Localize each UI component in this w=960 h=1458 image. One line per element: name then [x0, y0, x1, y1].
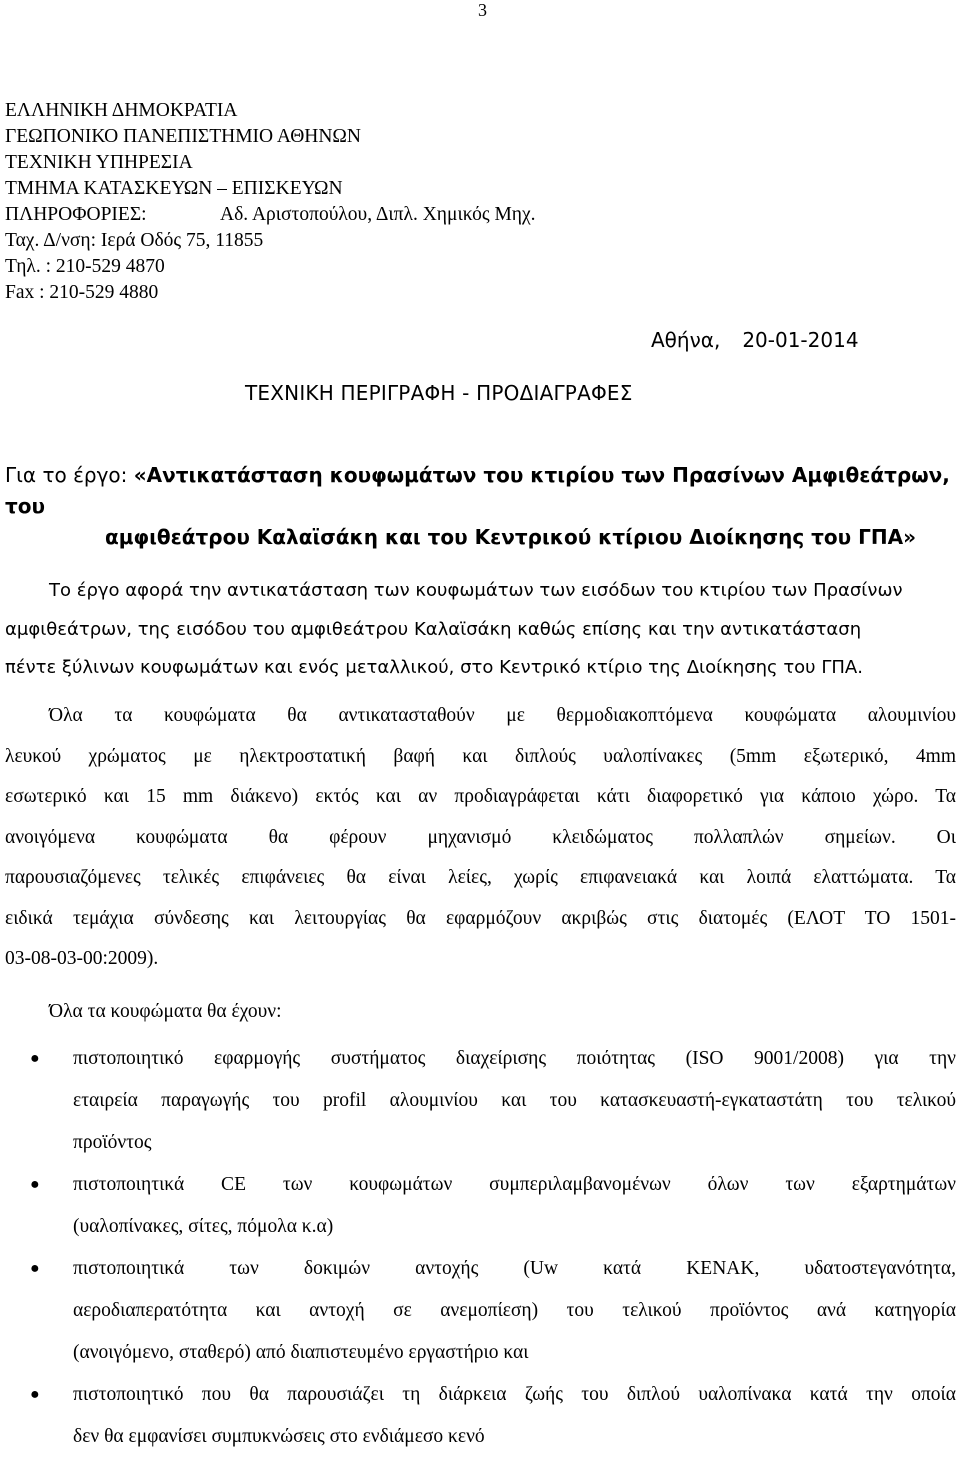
list-item-line: πιστοποιητικό εφαρμογής συστήματος διαχείρισης ποιότητας (ISO 9001/2008) για την: [73, 1048, 956, 1069]
list-item-line: εταιρεία παραγωγής του profil αλουμινίου και του κατασκευαστή-εγκαταστάτη του τελικού: [73, 1090, 956, 1111]
paragraph-line: εσωτερικό και 15 mm διάκενο) εκτός και αν προδιαγράφεται κάτι διαφορετικό για κάποιο χώρο. Τα: [5, 786, 956, 807]
paragraph-line: πέντε ξύλινων κουφωμάτων και ενός μεταλλικού, στο Κεντρικό κτίριο της Διοίκησης του ΓΠΑ.: [5, 657, 863, 678]
list-item: [5, 1038, 956, 1164]
paragraph-line: ειδικά τεμάχια σύνδεσης και λειτουργίας θα εφαρμόζουν ακριβώς στις διατομές (ΕΛΟΤ ΤΟ 1501-: [5, 907, 956, 929]
bullet-icon: ●: [30, 1386, 40, 1403]
letterhead: [5, 98, 765, 306]
list-item-line: προϊόντος: [73, 1132, 152, 1153]
list-item-line: πιστοποιητικό που θα παρουσιάζει τη διάρκεια ζωής του διπλού υαλοπίνακα κατά την οποία: [73, 1384, 956, 1405]
project-heading: [5, 460, 955, 553]
list-item-line: δεν θα εμφανίσει συμπυκνώσεις στο ενδιάμεσο κενό: [73, 1426, 485, 1447]
paragraph-line: αμφιθεάτρων, της εισόδου του αμφιθεάτρου Καλαϊσάκη καθώς επίσης και την αντικατάσταση: [5, 618, 862, 640]
list-item: [5, 1374, 956, 1458]
letterhead-fax: Fax : 210-529 4880: [5, 282, 159, 303]
bullet-icon: ●: [30, 1050, 40, 1067]
document-title: ΤΕΧΝΙΚΗ ΠΕΡΙΓΡΑΦΗ - ΠΡΟΔΙΑΓΡΑΦΕΣ: [245, 381, 633, 405]
bullet-icon: ●: [30, 1176, 40, 1193]
list-intro: Όλα τα κουφώματα θα έχουν:: [49, 1001, 282, 1022]
letterhead-service: ΤΕΧΝΙΚΗ ΥΠΗΡΕΣΙΑ: [5, 152, 193, 173]
letterhead-phone: Τηλ. : 210-529 4870: [5, 256, 165, 277]
letterhead-address: Ταχ. Δ/νση: Ιερά Οδός 75, 11855: [5, 230, 264, 251]
letterhead-department: ΤΜΗΜΑ ΚΑΤΑΣΚΕΥΩΝ – ΕΠΙΣΚΕΥΩΝ: [5, 178, 343, 199]
letterhead-university: ΓΕΩΠΟΝΙΚΟ ΠΑΝΕΠΙΣΤΗΜΙΟ ΑΘΗΝΩΝ: [5, 126, 362, 147]
requirements-list: [5, 1038, 956, 1458]
info-value: Αδ. Αριστοπούλου, Διπλ. Χημικός Μηχ.: [220, 204, 536, 225]
letterhead-info: [5, 202, 765, 228]
info-label: ΠΛΗΡΟΦΟΡΙΕΣ:: [5, 204, 147, 225]
list-item-line: πιστοποιητικά CE των κουφωμάτων συμπεριλαμβανομένων όλων των εξαρτημάτων: [73, 1174, 956, 1195]
paragraph-line: 03-08-03-00:2009).: [5, 948, 159, 969]
paragraph-line: ανοιγόμενα κουφώματα θα φέρουν μηχανισμό κλειδώματος πολλαπλών σημείων. Οι: [5, 826, 956, 848]
list-item: [5, 1248, 956, 1374]
bullet-icon: ●: [30, 1260, 40, 1277]
paragraph-line: λευκού χρώματος με ηλεκτροστατική βαφή και διπλούς υαλοπίνακες (5mm εξωτερικό, 4mm: [5, 745, 956, 767]
list-item-line: αεροδιαπερατότητα και αντοχή σε ανεμοπίεση) του τελικού προϊόντος ανά κατηγορία: [73, 1300, 956, 1321]
paragraph-line: Όλα τα κουφώματα θα αντικατασταθούν με θερμοδιακοπτόμενα κουφώματα αλουμινίου: [49, 705, 956, 726]
page-number: 3: [478, 0, 487, 20]
list-item-line: πιστοποιητικά των δοκιμών αντοχής (Uw κατά ΚΕΝΑΚ, υδατοστεγανότητα,: [73, 1258, 956, 1279]
list-item-line: (υαλοπίνακες, σίτες, πόμολα κ.α): [73, 1216, 334, 1237]
letterhead-country: ΕΛΛΗΝΙΚΗ ΔΗΜΟΚΡΑΤΙΑ: [5, 100, 238, 121]
project-name-line2: αμφιθεάτρου Καλαϊσάκη και του Κεντρικού κτίριου Διοίκησης του ΓΠΑ»: [105, 525, 916, 549]
date-value: 20-01-2014: [742, 328, 859, 352]
date-place: Αθήνα,: [651, 328, 721, 352]
project-prefix: Για το έργο:: [5, 463, 134, 487]
document-date: [651, 328, 859, 352]
project-name-line1: «Αντικατάσταση κουφωμάτων του κτιρίου των Πρασίνων Αμφιθεάτρων, του: [5, 463, 950, 518]
paragraph-specifications: [5, 696, 956, 980]
paragraph-line: Το έργο αφορά την αντικατάσταση των κουφωμάτων των εισόδων του κτιρίου των Πρασίνων: [49, 580, 903, 601]
paragraph-line: παρουσιαζόμενες τελικές επιφάνειες θα είναι λείες, χωρίς επιφανειακά και λοιπά ελαττώματα. Τα: [5, 867, 956, 888]
list-item-line: (ανοιγόμενο, σταθερό) από διαπιστευμένο εργαστήριο και: [73, 1342, 529, 1363]
paragraph-scope: [5, 572, 956, 688]
list-item: [5, 1164, 956, 1248]
